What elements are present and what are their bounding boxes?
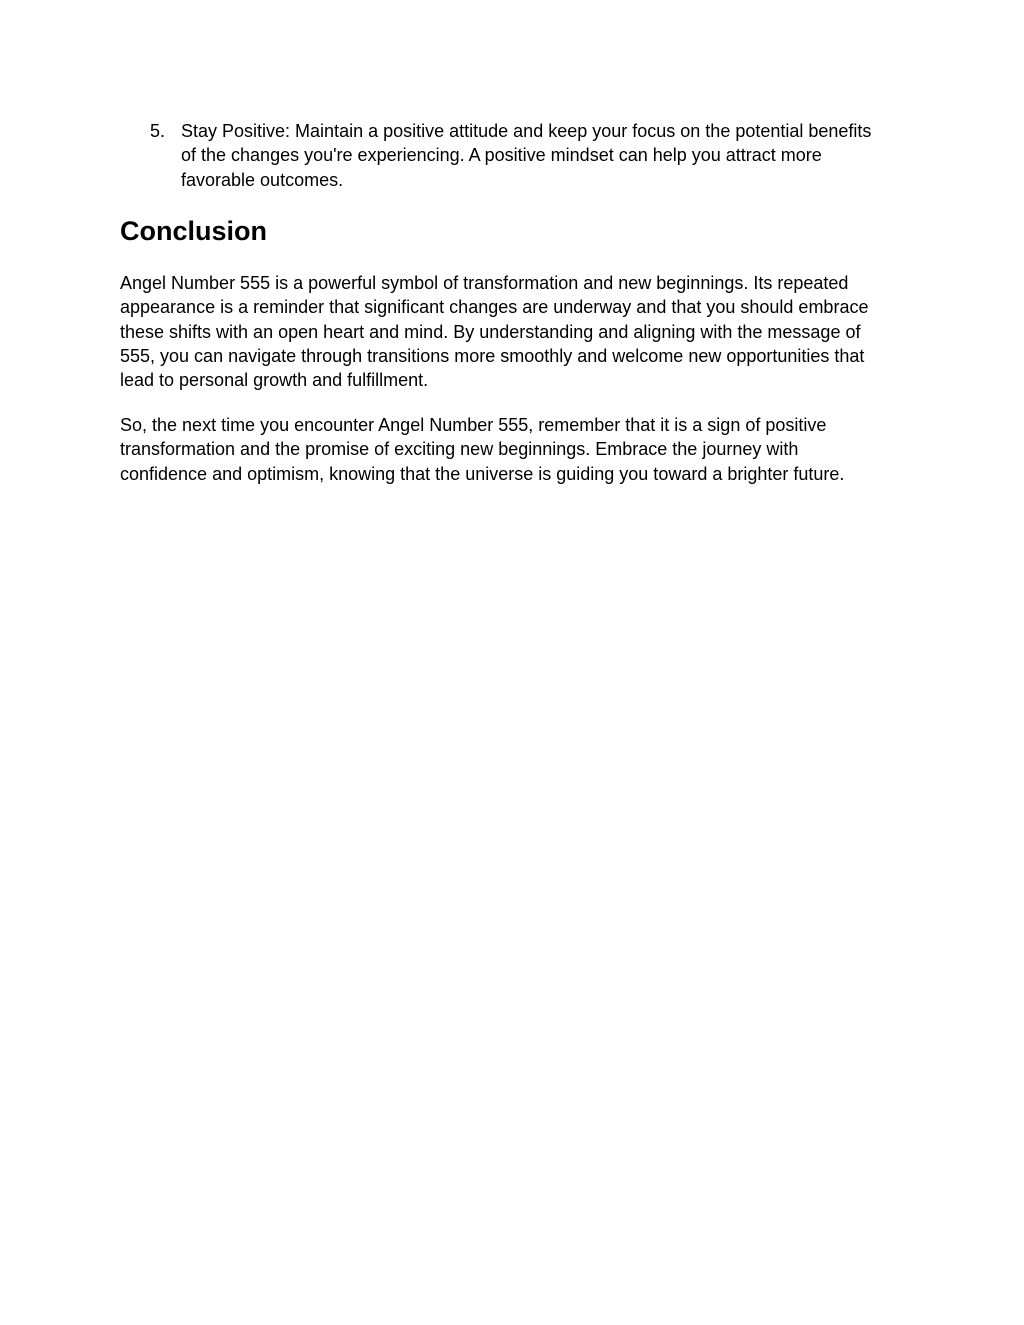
section-heading-conclusion: Conclusion bbox=[120, 216, 267, 246]
conclusion-paragraph-2: So, the next time you encounter Angel Number 555, remember that it is a sign of positive transformation and the promise of exciting new beginnings. Embrace the journey with confidence and optimism, knowing that the universe is guiding you toward a brighter future. bbox=[120, 415, 845, 484]
list-item-number: 5. bbox=[150, 121, 166, 141]
conclusion-paragraph-1: Angel Number 555 is a powerful symbol of transformation and new beginnings. Its repeated appearance is a reminder that significant changes are underway and that you should embrace these shifts with an open heart and mind. By understanding and aligning with the message of 555, you can navigate through transitions more smoothly and welcome new opportunities that lead to personal growth and fulfillment. bbox=[120, 273, 869, 391]
list-item-text: Stay Positive: Maintain a positive attitude and keep your focus on the potential benefits of the changes you're experiencing. A positive mindset can help you attract more favorable outcomes. bbox=[181, 121, 872, 190]
list-item bbox=[120, 119, 890, 192]
numbered-list bbox=[120, 119, 890, 192]
